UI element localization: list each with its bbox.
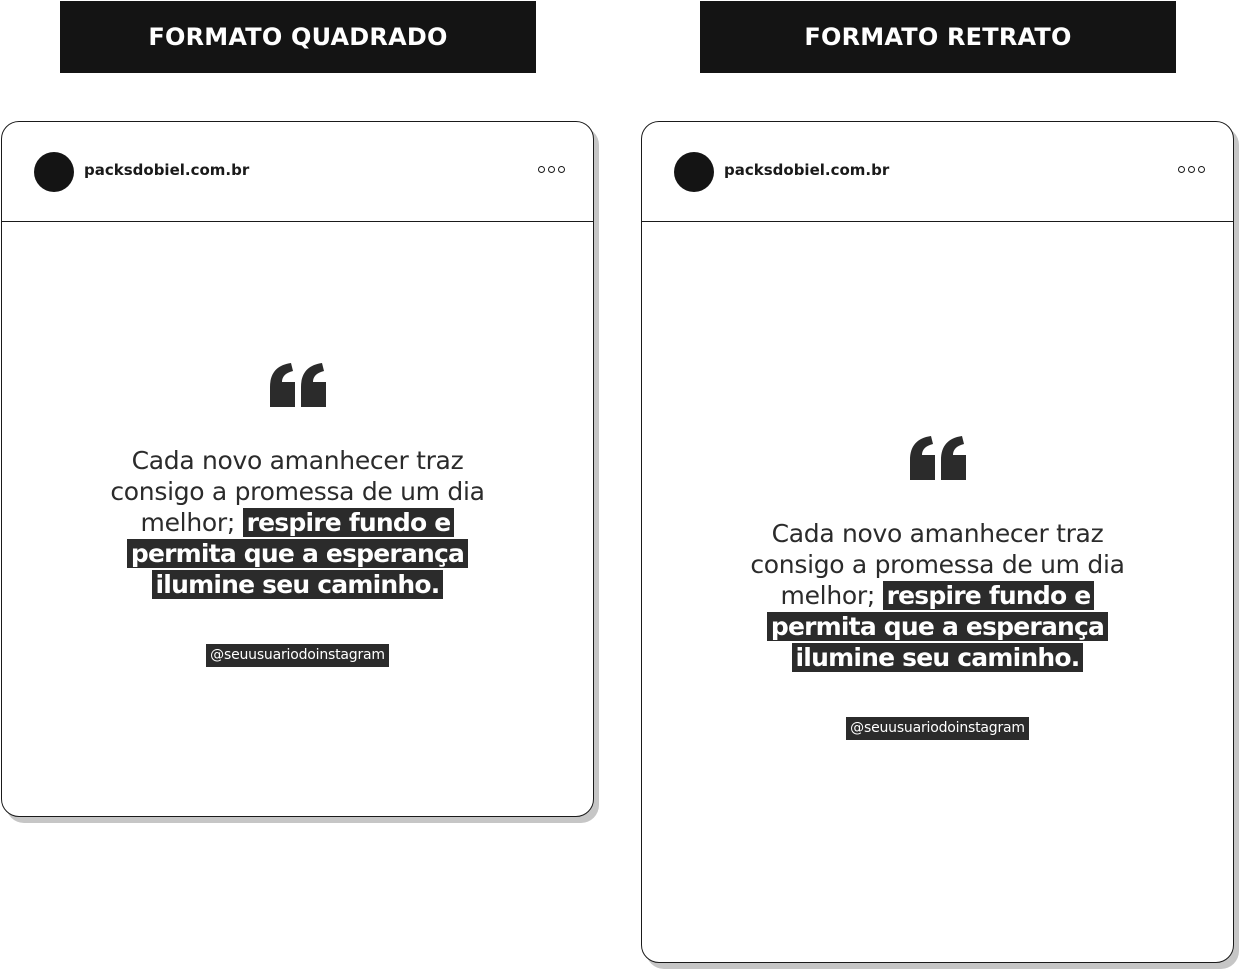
quote-highlight: respire fundo e permita que a esperança ilumine seu caminho. xyxy=(767,581,1108,672)
post-header xyxy=(2,122,593,222)
quote-text xyxy=(728,518,1148,673)
post-card-square xyxy=(1,121,594,817)
more-options-icon[interactable] xyxy=(1178,166,1205,173)
avatar[interactable] xyxy=(674,152,714,192)
quote-text xyxy=(88,445,508,600)
avatar[interactable] xyxy=(34,152,74,192)
format-portrait-title: FORMATO RETRATO xyxy=(804,23,1072,51)
quote-icon xyxy=(270,363,326,407)
post-body xyxy=(642,222,1233,962)
quote-icon xyxy=(910,436,966,480)
post-username[interactable]: packsdobiel.com.br xyxy=(724,161,890,179)
quote-plain: Cada novo amanhecer traz consigo a promessa de um dia melhor; xyxy=(750,519,1125,610)
more-options-icon[interactable] xyxy=(538,166,565,173)
format-portrait-header xyxy=(700,1,1176,73)
format-square-header xyxy=(60,1,536,73)
instagram-handle[interactable]: @seuusuariodoinstagram xyxy=(206,644,389,667)
quote-plain: Cada novo amanhecer traz consigo a promessa de um dia melhor; xyxy=(110,446,485,537)
post-card-portrait xyxy=(641,121,1234,963)
instagram-handle[interactable]: @seuusuariodoinstagram xyxy=(846,717,1029,740)
post-header xyxy=(642,122,1233,222)
post-body xyxy=(2,222,593,816)
post-username[interactable]: packsdobiel.com.br xyxy=(84,161,250,179)
quote-highlight: respire fundo e permita que a esperança ilumine seu caminho. xyxy=(127,508,468,599)
format-square-title: FORMATO QUADRADO xyxy=(148,23,448,51)
